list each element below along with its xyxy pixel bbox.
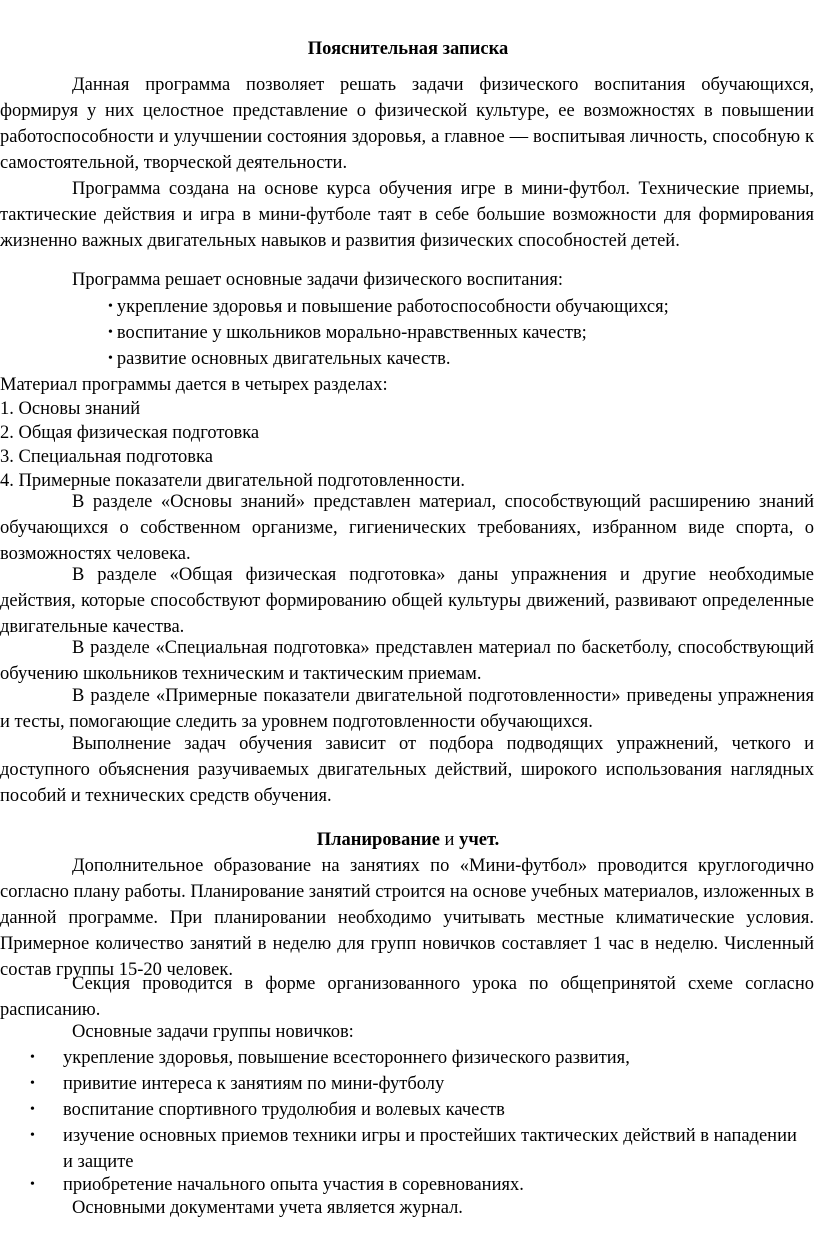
paragraph-section-format: Секция проводится в форме организованного урока по общепринятой схеме согласно расписанию. <box>0 974 814 1020</box>
paragraph-conclusion: Выполнение задач обучения зависит от подбора подводящих упражнений, четкого и доступного объяснения разучиваемых двигательных действий, широкого использования наглядных пособий и технических средств обучения. <box>0 734 814 806</box>
paragraph-tasks-intro: Программа решает основные задачи физического воспитания: <box>72 270 563 290</box>
paragraph-program-basis: Программа создана на основе курса обучения игре в мини-футбол. Технические приемы, тактические действия и игра в мини-футболе таят в себе большие возможности для формирования жизненно важных двигательных навыков и развития физических способностей детей. <box>0 179 814 251</box>
bullet-icon: • <box>30 1177 35 1192</box>
paragraph-planning: Дополнительное образование на занятиях по «Мини-футбол» проводится круглогодично согласно плану работы. Планирование занятий строится на основе учебных материалов, изложенных в данной программе. При планировании необходимо учитывать местные климатические условия. Примерное количество занятий в неделю для групп новичков составляет 1 час в неделю. Численный состав группы 15-20 человек. <box>0 856 814 980</box>
list-item: • воспитание у школьников морально-нравственных качеств; <box>108 323 587 343</box>
bullet-icon: • <box>108 325 113 340</box>
paragraph-section-indicators: В разделе «Примерные показатели двигательной подготовленности» приведены упражнения и тесты, помогающие следить за уровнем подготовленности обучающихся. <box>0 686 814 732</box>
list-item: • укрепление здоровья, повышение всестороннего физического развития, <box>30 1045 800 1071</box>
document-title: Пояснительная записка <box>307 39 509 59</box>
paragraph-documents: Основными документами учета является журнал. <box>72 1198 463 1218</box>
section-item: 3. Специальная подготовка <box>0 447 213 467</box>
sections-intro: Материал программы дается в четырех разделах: <box>0 375 388 395</box>
section-item: 1. Основы знаний <box>0 399 141 419</box>
list-item: • изучение основных приемов техники игры и простейших тактических действий в нападении и защите <box>30 1123 800 1175</box>
bullet-icon: • <box>30 1076 35 1091</box>
list-item: • укрепление здоровья и повышение работоспособности обучающихся; <box>108 297 669 317</box>
paragraph-section-general: В разделе «Общая физическая подготовка» даны упражнения и другие необходимые действия, которые способствуют формированию общей культуры движений, развивают определенные двигательные качества. <box>0 565 814 637</box>
list-item: • воспитание спортивного трудолюбия и волевых качеств <box>30 1097 800 1123</box>
bullet-icon: • <box>30 1050 35 1065</box>
section-heading: Планирование и учет. <box>316 830 500 850</box>
paragraph-section-special: В разделе «Специальная подготовка» представлен материал по баскетболу, способствующий обучению школьников техническим и тактическим приемам. <box>0 638 814 684</box>
section-item: 2. Общая физическая подготовка <box>0 423 260 443</box>
bullet-icon: • <box>30 1128 35 1143</box>
list-item: • привитие интереса к занятиям по мини-футболу <box>30 1071 800 1097</box>
paragraph-section-basics: В разделе «Основы знаний» представлен материал, способствующий расширению знаний обучающихся о собственном организме, гигиенических требованиях, избранном виде спорта, о возможностях человека. <box>0 492 814 564</box>
list-item: • развитие основных двигательных качеств. <box>108 349 451 369</box>
paragraph-novice-intro: Основные задачи группы новичков: <box>72 1022 354 1042</box>
list-item: • приобретение начального опыта участия в соревнованиях. <box>30 1172 800 1198</box>
paragraph-intro: Данная программа позволяет решать задачи физического воспитания обучающихся, формируя у них целостное представление о физической культуре, ее возможностях в повышении работоспособности и улучшении состояния здоровья, а главное — воспитывая личность, способную к самостоятельной, творческой деятельности. <box>0 75 814 173</box>
bullet-icon: • <box>108 351 113 366</box>
bullet-icon: • <box>30 1102 35 1117</box>
section-item: 4. Примерные показатели двигательной подготовленности. <box>0 471 466 491</box>
bullet-icon: • <box>108 299 113 314</box>
